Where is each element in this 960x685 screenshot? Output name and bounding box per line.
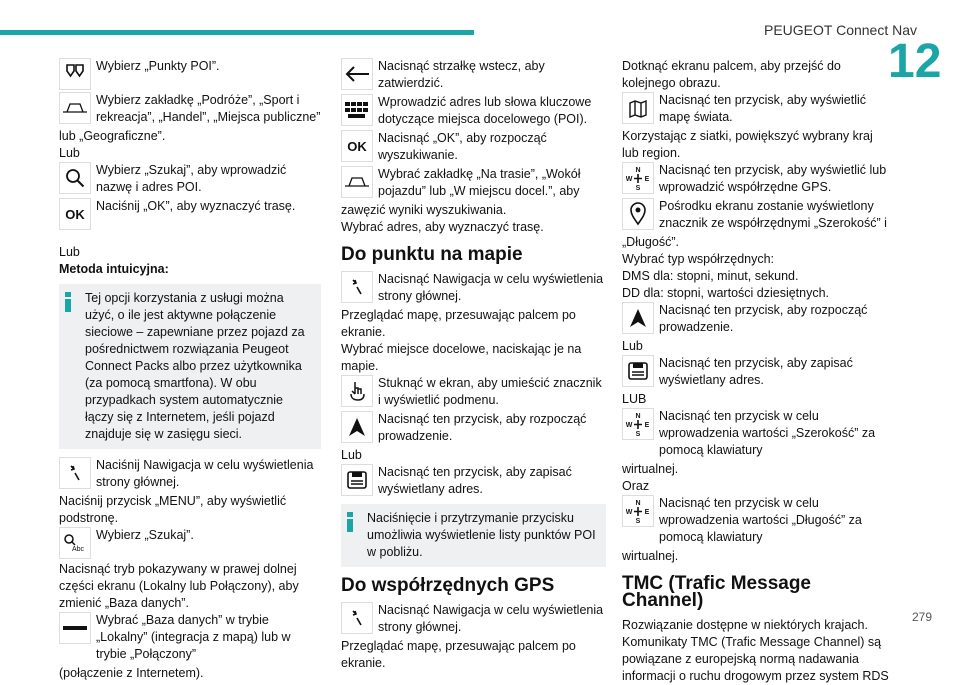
- poi-icon: [59, 58, 91, 90]
- svg-text:W: W: [626, 422, 633, 429]
- svg-text:E: E: [644, 422, 650, 429]
- instruction-text: Naciśnij „OK”, aby wyznaczyć trasę.: [96, 199, 296, 213]
- start-guidance-icon: [622, 302, 654, 334]
- instruction-row: [341, 602, 606, 636]
- instruction-row: [59, 527, 321, 559]
- instruction-continuation: wirtualnej.: [622, 462, 679, 476]
- instruction-continuation: „Długość”.: [622, 235, 679, 249]
- svg-text:S: S: [635, 431, 641, 437]
- instruction-row: [622, 198, 890, 232]
- instruction-row: [622, 355, 890, 389]
- info-box: [59, 284, 321, 449]
- chapter-number: 12: [888, 35, 942, 88]
- instruction-continuation: lub „Geograficzne”.: [59, 129, 166, 143]
- instruction-paragraph: Wybrać miejsce docelowe, naciskając je na mapie.: [341, 342, 582, 373]
- section-heading: Do punktu na mapie: [341, 244, 523, 265]
- instruction-text: Nacisnąć ten przycisk, aby wyświetlić mapę świata.: [659, 93, 867, 124]
- instruction-text: Nacisnąć ten przycisk, aby wyświetlić lub wprowadzić współrzędne GPS.: [659, 163, 887, 194]
- instruction-paragraph: Komunikaty TMC (Trafic Message Channel) są powiązane z europejską normą nadawania informacji o ruchu drogowym przez system RDS: [622, 635, 889, 683]
- instruction-row: [59, 162, 321, 196]
- instruction-row: [59, 612, 321, 663]
- instruction-text: Nacisnąć ten przycisk, aby zapisać wyświetlany adres.: [659, 356, 853, 387]
- instruction-text: Wybierz „Szukaj”, aby wprowadzić nazwę i adres POI.: [96, 163, 287, 194]
- instruction-row: [59, 58, 321, 90]
- instruction-row: [622, 408, 890, 459]
- instruction-text: Wybierz „Punkty POI”.: [96, 59, 220, 73]
- instruction-paragraph: DMS dla: stopni, minut, sekund.: [622, 269, 799, 283]
- instruction-row: [341, 464, 606, 498]
- instruction-row: [622, 302, 890, 336]
- navigation-icon: [341, 602, 373, 634]
- instruction-paragraph: Przeglądać mapę, przesuwając palcem po ekranie.: [341, 308, 576, 339]
- instruction-paragraph: Dotknąć ekranu palcem, aby przejść do kolejnego obrazu.: [622, 59, 841, 90]
- instruction-paragraph: DD dla: stopni, wartości dziesiętnych.: [622, 286, 830, 300]
- search-text-icon: [59, 527, 91, 559]
- tab-icon: [341, 166, 373, 198]
- page-header-title: PEUGEOT Connect Nav: [764, 22, 918, 38]
- instruction-text: Wybrać zakładkę „Na trasie”, „Wokół pojazdu” lub „W miejscu docel.”, aby: [378, 167, 581, 198]
- info-text: Naciśnięcie i przytrzymanie przycisku umożliwia wyświetlenie listy punktów POI w pobliżu.: [367, 511, 596, 559]
- instruction-text: Nacisnąć ten przycisk, aby rozpocząć prowadzenie.: [659, 303, 868, 334]
- header-accent-bar: [0, 30, 474, 35]
- page-number: 279: [912, 610, 933, 624]
- instruction-paragraph: Wybrać typ współrzędnych:: [622, 252, 775, 266]
- instruction-text: Nacisnąć Nawigacja w celu wyświetlenia strony głównej.: [378, 603, 604, 634]
- instruction-text: Pośrodku ekranu zostanie wyświetlony znacznik ze współrzędnymi „Szerokość” i: [659, 199, 887, 230]
- instruction-text: Nacisnąć Nawigacja w celu wyświetlenia strony głównej.: [378, 272, 604, 303]
- instruction-paragraph: Nacisnąć tryb pokazywany w prawej dolnej części ekranu (Lokalny lub Połączony), aby zmienić „Baza danych”.: [59, 562, 299, 610]
- or-label: Lub: [59, 146, 80, 160]
- keyboard-icon: [341, 94, 373, 126]
- tab-icon: [59, 92, 91, 124]
- instruction-row: [622, 162, 890, 196]
- section-subheading: Metoda intuicyjna:: [59, 262, 169, 276]
- svg-text:W: W: [626, 509, 633, 516]
- instruction-text: Naciśnij Nawigacja w celu wyświetlenia strony głównej.: [96, 458, 314, 489]
- svg-text:N: N: [635, 167, 641, 174]
- search-icon: [59, 162, 91, 194]
- section-heading: TMC (Trafic Message Channel): [622, 573, 811, 611]
- or-label: Lub: [341, 448, 362, 462]
- instruction-row: [341, 166, 606, 200]
- tap-icon: [341, 375, 373, 407]
- info-box: [341, 504, 606, 567]
- instruction-paragraph: Korzystając z siatki, powiększyć wybrany kraj lub region.: [622, 129, 873, 160]
- navigation-icon: [59, 457, 91, 489]
- info-text: Tej opcji korzystania z usługi można użyć, o ile jest aktywne połączenie sieciowe – zapewniane przez pojazd za pośrednictwem rozwiązania Peugeot Connect Packs albo przez użytkownika (za pomocą smartfona). W obu przypadkach system automatycznie łączy się z Internetem, jeśli pojazd znajduje się w zasięgu sieci.: [85, 291, 305, 441]
- or-label: Lub: [622, 339, 643, 353]
- svg-text:Abc: Abc: [72, 546, 85, 553]
- instruction-row: [341, 94, 606, 128]
- instruction-text: Wprowadzić adres lub słowa kluczowe dotyczące miejsca docelowego (POI).: [378, 95, 592, 126]
- compass-icon: [622, 162, 654, 194]
- instruction-text: Wybrać „Baza danych” w trybie „Lokalny” (integracja z mapą) lub w trybie „Połączony”: [96, 613, 291, 661]
- column-1: [59, 58, 321, 682]
- or-label: LUB: [622, 392, 647, 406]
- instruction-paragraph: Przeglądać mapę, przesuwając palcem po ekranie.: [341, 639, 576, 670]
- save-icon: [622, 355, 654, 387]
- instruction-continuation: wirtualnej.: [622, 549, 679, 563]
- instruction-row: [59, 457, 321, 491]
- instruction-row: [59, 198, 321, 230]
- instruction-text: Stuknąć w ekran, aby umieścić znacznik i wyświetlić podmenu.: [378, 376, 602, 407]
- compass-icon: [622, 408, 654, 440]
- column-2: [341, 58, 606, 672]
- instruction-paragraph: Naciśnij przycisk „MENU”, aby wyświetlić podstronę.: [59, 494, 287, 525]
- instruction-text: Nacisnąć ten przycisk, aby zapisać wyświetlany adres.: [378, 465, 572, 496]
- instruction-text: Wybierz „Szukaj”.: [96, 528, 194, 542]
- svg-text:S: S: [635, 518, 641, 524]
- instruction-continuation: zawęzić wyniki wyszukiwania.: [341, 203, 507, 217]
- or-label: Oraz: [622, 479, 650, 493]
- svg-text:N: N: [635, 413, 641, 420]
- instruction-text: Nacisnąć strzałkę wstecz, aby zatwierdzić.: [378, 59, 545, 90]
- ok-button-icon: OK: [59, 198, 91, 230]
- instruction-paragraph: Wybrać adres, aby wyznaczyć trasę.: [341, 220, 544, 234]
- start-guidance-icon: [341, 411, 373, 443]
- compass-icon: [622, 495, 654, 527]
- world-map-icon: [622, 92, 654, 124]
- or-label: Lub: [59, 245, 80, 259]
- navigation-icon: [341, 271, 373, 303]
- instruction-text: Wybierz zakładkę „Podróże”, „Sport i rekreacja”, „Handel”, „Miejsca publiczne”: [96, 93, 321, 124]
- svg-text:S: S: [635, 185, 641, 191]
- instruction-row: [622, 92, 890, 126]
- svg-text:W: W: [626, 176, 633, 183]
- save-icon: [341, 464, 373, 496]
- instruction-continuation: (połączenie z Internetem).: [59, 666, 204, 680]
- ok-button-icon: OK: [341, 130, 373, 162]
- instruction-row: [341, 375, 606, 409]
- section-heading: Do współrzędnych GPS: [341, 575, 555, 596]
- instruction-text: Nacisnąć ten przycisk, aby rozpocząć prowadzenie.: [378, 412, 587, 443]
- column-3: [622, 58, 890, 685]
- info-icon: [65, 292, 71, 312]
- instruction-row: [341, 130, 606, 164]
- instruction-row: [341, 58, 606, 92]
- info-icon: [347, 512, 353, 532]
- instruction-row: [341, 411, 606, 445]
- instruction-row: [59, 92, 321, 126]
- instruction-text: Nacisnąć ten przycisk w celu wprowadzenia wartości „Długość” za pomocą klawiatury: [659, 496, 862, 544]
- database-toggle-icon: [59, 612, 91, 644]
- instruction-row: [622, 495, 890, 546]
- svg-text:E: E: [644, 509, 650, 516]
- svg-text:N: N: [635, 500, 641, 507]
- instruction-row: [341, 271, 606, 305]
- svg-text:E: E: [644, 176, 650, 183]
- back-arrow-icon: [341, 58, 373, 90]
- instruction-paragraph: Rozwiązanie dostępne w niektórych krajach.: [622, 618, 868, 632]
- instruction-text: Nacisnąć ten przycisk w celu wprowadzenia wartości „Szerokość” za pomocą klawiatury: [659, 409, 876, 457]
- map-pin-icon: [622, 198, 654, 230]
- instruction-text: Nacisnąć „OK”, aby rozpocząć wyszukiwanie.: [378, 131, 547, 162]
